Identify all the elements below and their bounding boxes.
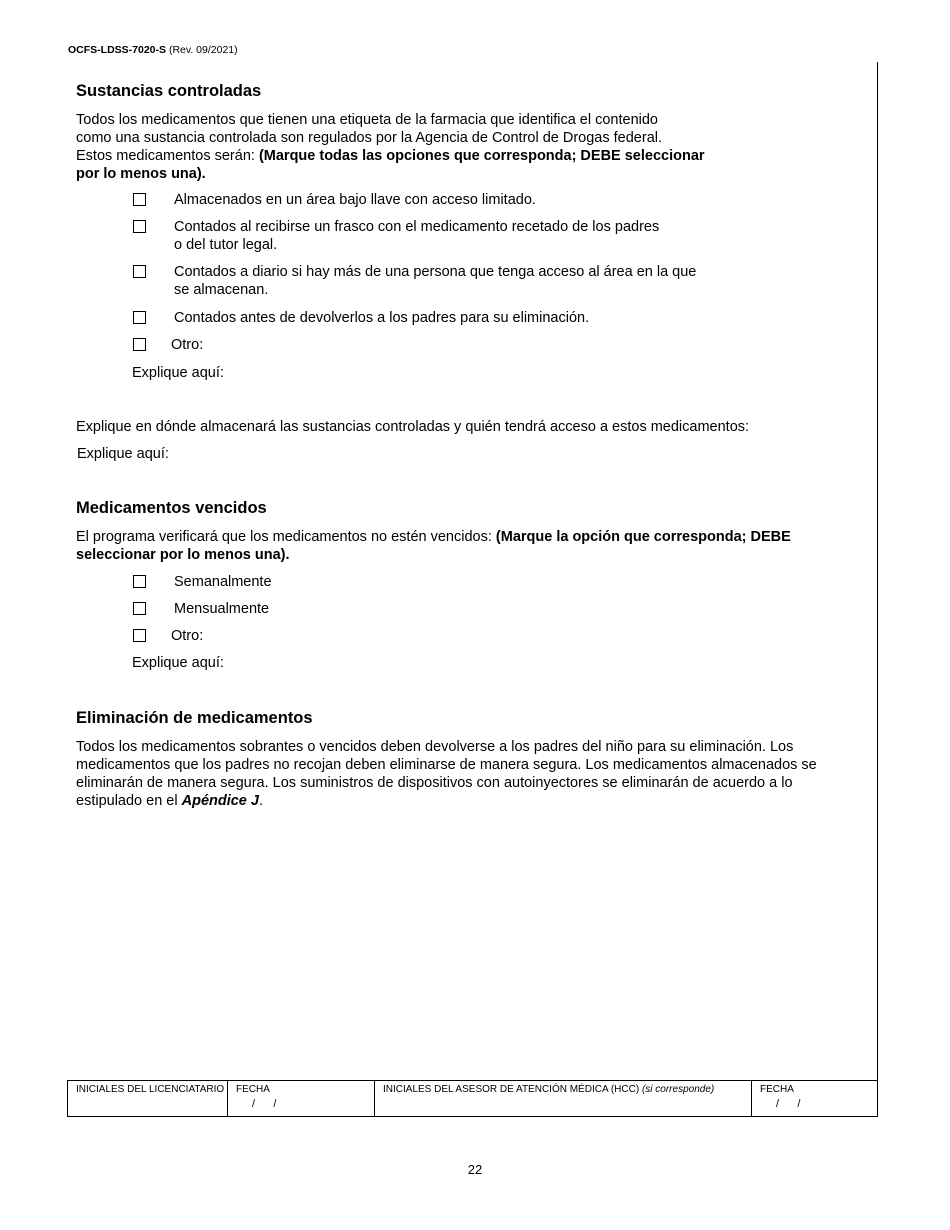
section-title-disposal: Eliminación de medicamentos [76, 709, 313, 727]
form-code: OCFS-LDSS-7020-S [68, 44, 167, 56]
option-controlled-other-label: Otro: [171, 337, 204, 353]
option-counted-daily-line1: Contados a diario si hay más de una persona que tenga acceso al área en la que [174, 264, 697, 280]
licensee-initials-cell[interactable] [68, 1081, 228, 1116]
option-counted-on-receipt-line1: Contados al recibirse un frasco con el medicamento recetado de los padres [174, 219, 660, 235]
checkbox-controlled-other[interactable] [133, 338, 146, 351]
expired-intro-line1 [76, 528, 866, 546]
disposal-line3: eliminarán de manera segura. Los suministros de dispositivos con autoinyectores se eliminarán de acuerdo a lo [76, 775, 793, 791]
expired-intro-line2 [76, 546, 866, 564]
disposal-line4-end: . [258, 793, 263, 809]
controlled-explain-label: Explique aquí: [132, 365, 224, 381]
hcc-note: (si corresponde) [641, 1084, 715, 1095]
page-number: 22 [467, 1162, 483, 1177]
option-controlled-other [171, 336, 203, 354]
form-revision: (Rev. 09/2021) [168, 44, 238, 56]
expired-intro-bold2: seleccionar por lo menos una). [76, 547, 290, 563]
controlled-intro-line4 [76, 165, 705, 183]
appendix-j-reference: Apéndice J [181, 793, 259, 809]
disposal-line4-plain: estipulado en el [76, 793, 182, 809]
hcc-initials-cell[interactable] [375, 1081, 752, 1116]
controlled-intro-line3 [76, 147, 705, 165]
option-counted-on-receipt [174, 218, 659, 254]
expired-intro [76, 528, 866, 564]
disposal-text [76, 738, 876, 810]
option-locked-area [174, 191, 536, 209]
controlled-intro-line3-bold: (Marque todas las opciones que corresponda; DEBE seleccionar [258, 148, 705, 164]
checkbox-monthly[interactable] [133, 602, 146, 615]
right-margin-rule [877, 62, 878, 1116]
checkbox-locked-area[interactable] [133, 193, 146, 206]
checkbox-counted-before-return[interactable] [133, 311, 146, 324]
checkbox-counted-daily[interactable] [133, 265, 146, 278]
option-counted-on-receipt-line2: o del tutor legal. [174, 237, 278, 253]
initials-table [67, 1080, 878, 1117]
hcc-initials-label: INICIALES DEL ASESOR DE ATENCIÓN MÉDICA (HCC) [383, 1084, 640, 1095]
expired-explain-label: Explique aquí: [132, 655, 224, 671]
option-monthly: Mensualmente [174, 601, 270, 617]
checkbox-counted-on-receipt[interactable] [133, 220, 146, 233]
date2-value: / / [776, 1098, 801, 1110]
option-expired-other: Otro: [171, 628, 204, 644]
checkbox-weekly[interactable] [133, 575, 146, 588]
date1-label: FECHA [236, 1084, 270, 1095]
expired-intro-plain: El programa verificará que los medicamentos no estén vencidos: [76, 529, 496, 545]
section-title-expired: Medicamentos vencidos [76, 499, 267, 517]
option-weekly: Semanalmente [174, 574, 272, 590]
expired-intro-bold1: (Marque la opción que corresponda; DEBE [495, 529, 791, 545]
option-counted-daily-line2: se almacenan. [174, 282, 269, 298]
controlled-intro-line3-plain: Estos medicamentos serán: [76, 148, 259, 164]
disposal-line4 [76, 792, 876, 810]
disposal-line2: medicamentos que los padres no recojan deben eliminarse de manera segura. Los medicamentos almacenados se [76, 757, 817, 773]
controlled-intro [76, 111, 705, 183]
date1-value: / / [252, 1098, 277, 1110]
licensee-initials-label: INICIALES DEL LICENCIATARIO [76, 1084, 225, 1095]
controlled-intro-line2: como una sustancia controlada son regulados por la Agencia de Control de Drogas federal. [76, 130, 663, 146]
option-counted-before-return-label: Contados antes de devolverlos a los padres para su eliminación. [174, 310, 590, 326]
checkbox-expired-other[interactable] [133, 629, 146, 642]
option-counted-before-return [174, 309, 589, 327]
section-title-controlled: Sustancias controladas [76, 82, 262, 100]
storage-question: Explique en dónde almacenará las sustancias controladas y quién tendrá acceso a estos medicamentos: [76, 419, 750, 435]
date1-cell[interactable] [228, 1081, 375, 1116]
option-counted-daily [174, 263, 696, 299]
disposal-line1: Todos los medicamentos sobrantes o vencidos deben devolverse a los padres del niño para su eliminación. Los [76, 739, 794, 755]
controlled-intro-line1: Todos los medicamentos que tienen una etiqueta de la farmacia que identifica el contenido [76, 112, 658, 128]
form-identifier [68, 44, 238, 56]
date2-cell[interactable] [752, 1081, 877, 1116]
date2-label: FECHA [760, 1084, 794, 1095]
controlled-intro-line4-bold: por lo menos una). [76, 166, 206, 182]
option-locked-area-label: Almacenados en un área bajo llave con acceso limitado. [174, 192, 536, 208]
storage-explain-label: Explique aquí: [77, 446, 169, 462]
